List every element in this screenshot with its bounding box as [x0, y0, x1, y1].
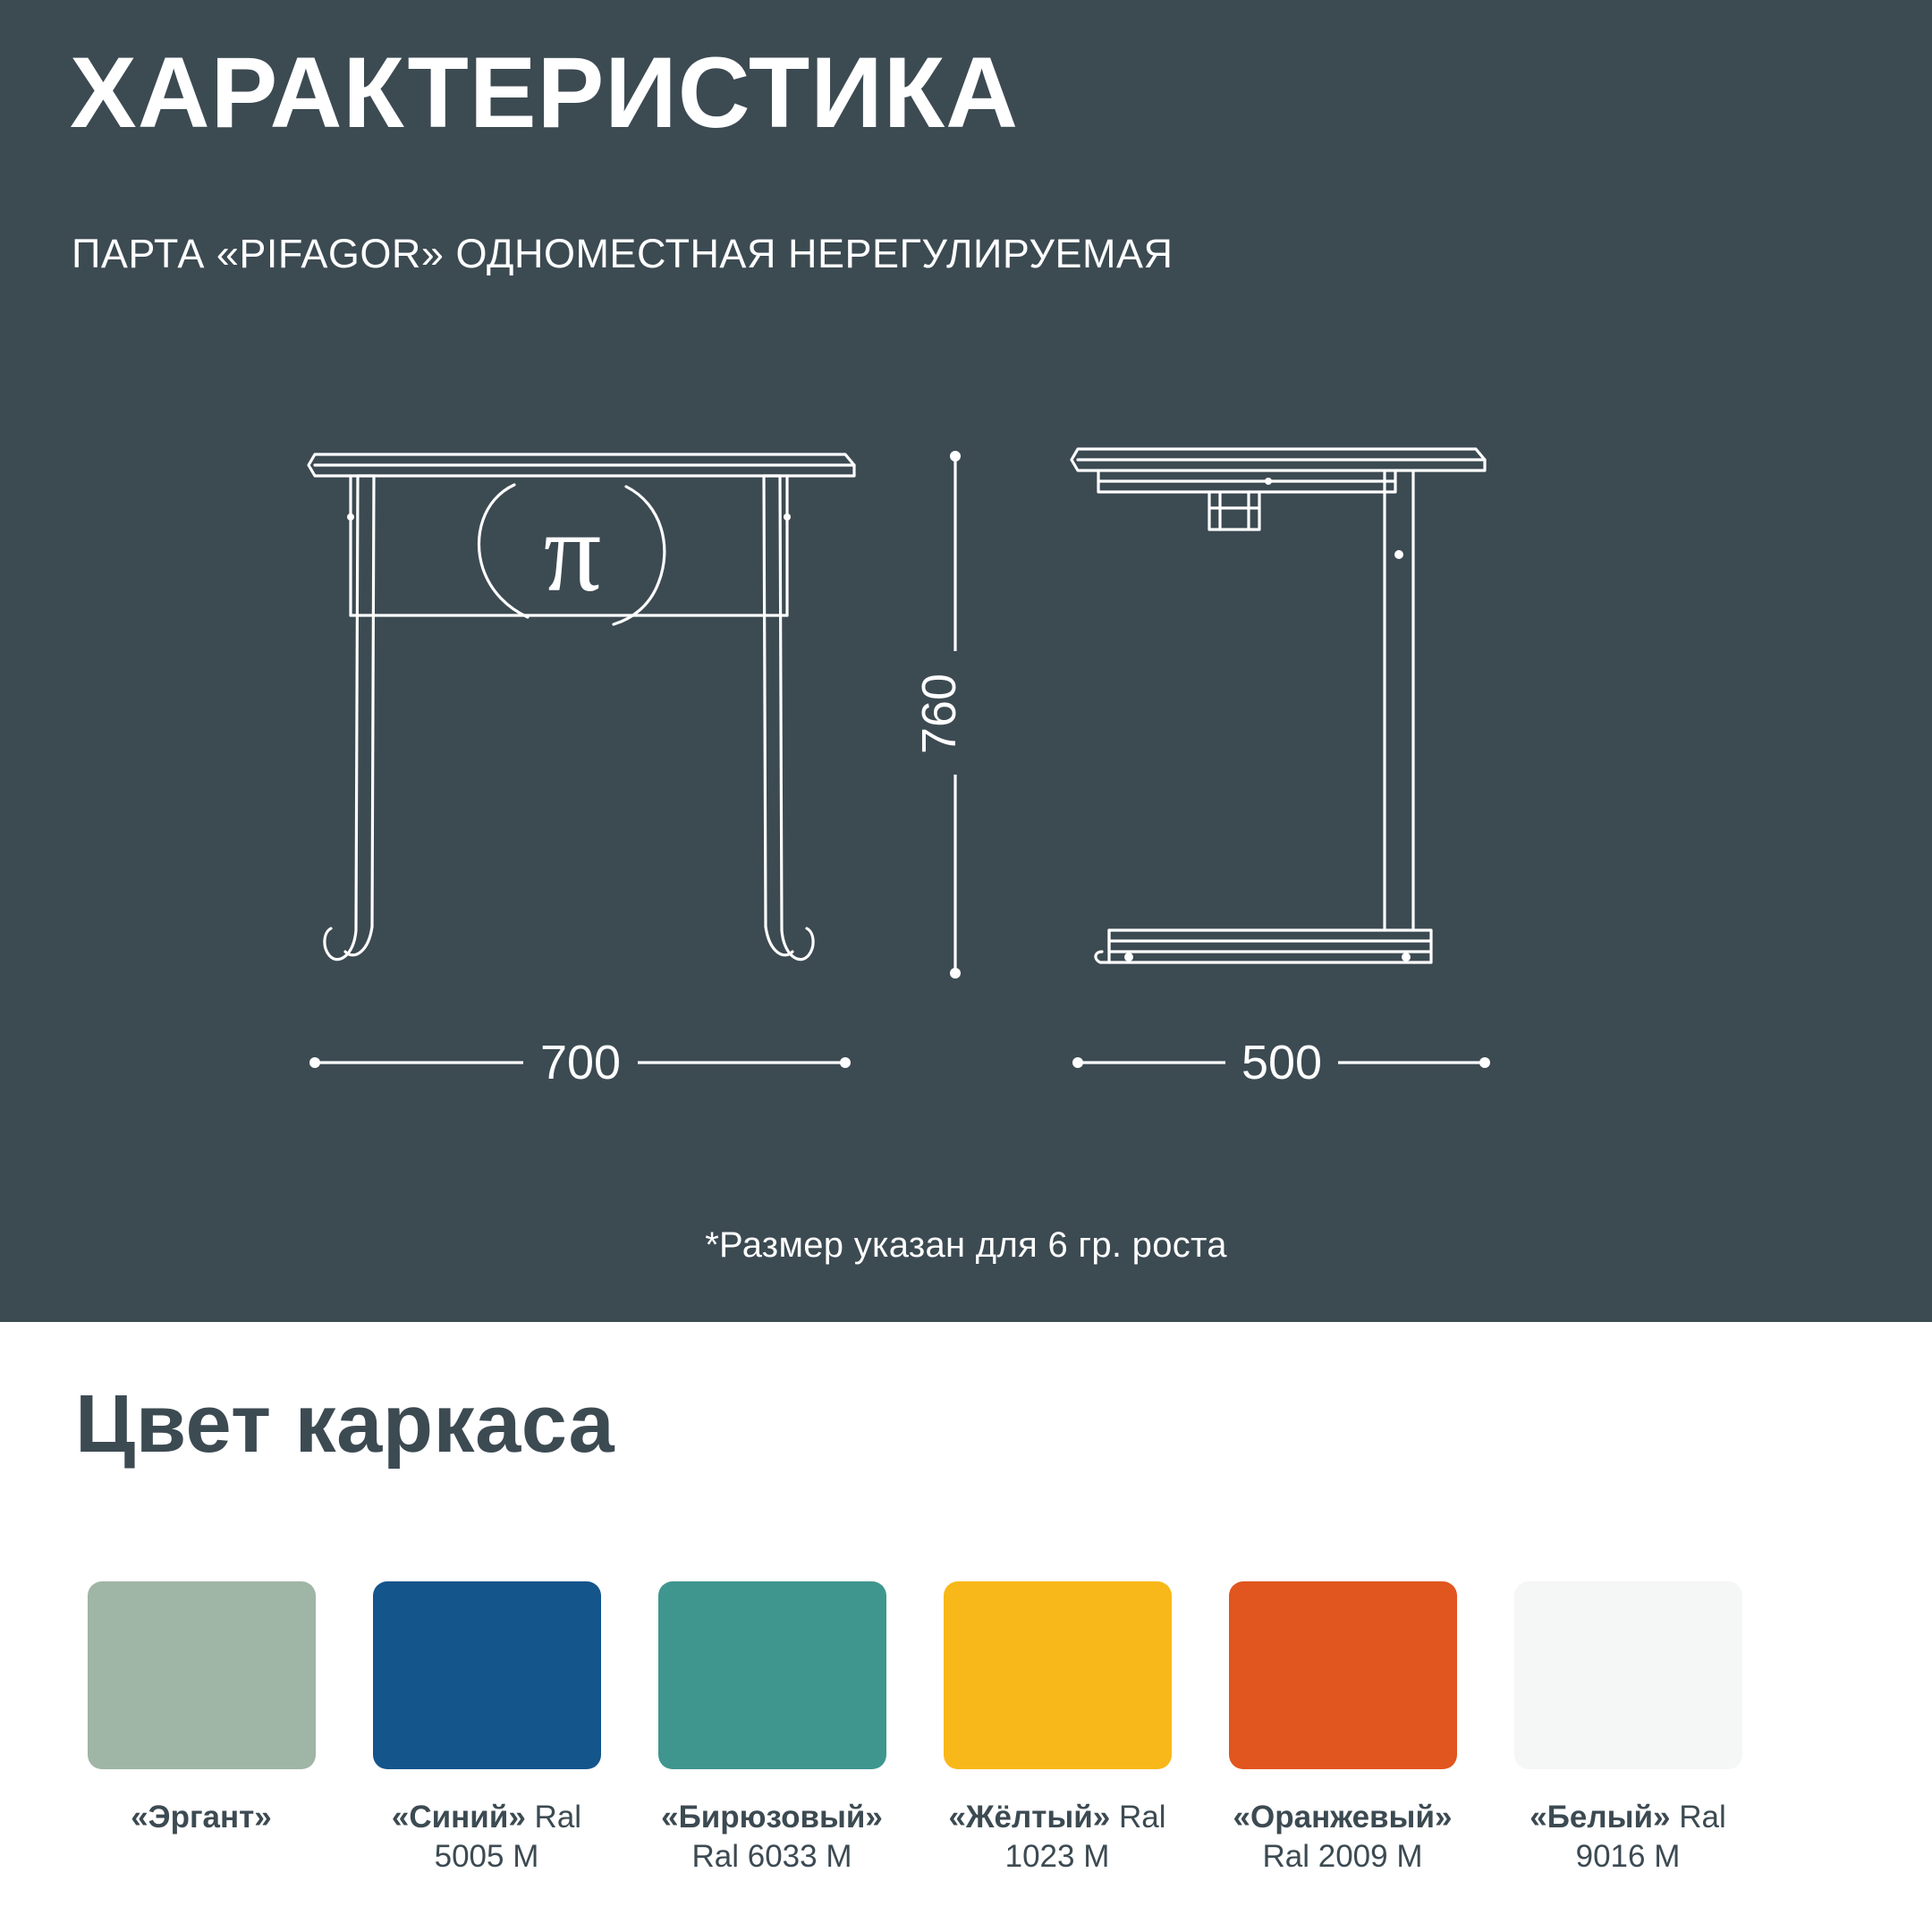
swatch-name-blue: «Синий»	[391, 1800, 526, 1835]
desk-dimension-drawing	[0, 394, 1932, 1181]
color-swatch-orange[interactable]	[1227, 1581, 1458, 1877]
dimension-height-label: 760	[912, 673, 966, 755]
swatch-chip-blue[interactable]	[373, 1581, 601, 1769]
swatch-name-ergant: «Эргант»	[131, 1800, 272, 1835]
swatch-label-ergant	[76, 1798, 326, 1837]
color-swatch-ergant[interactable]	[86, 1581, 317, 1877]
swatch-code-blue: Ral 5005 M	[434, 1800, 582, 1874]
swatch-code-white: Ral 9016 M	[1575, 1800, 1726, 1874]
product-subtitle: ПАРТА «PIFAGOR» ОДНОМЕСТНАЯ НЕРЕГУЛИРУЕМАЯ	[72, 231, 1174, 276]
swatch-chip-ergant[interactable]	[88, 1581, 316, 1769]
swatch-chip-orange[interactable]	[1229, 1581, 1457, 1769]
swatch-chip-turquoise[interactable]	[658, 1581, 886, 1769]
swatch-code-orange: Ral 2009 M	[1262, 1838, 1423, 1874]
swatch-code-turquoise: Ral 6033 M	[691, 1838, 852, 1874]
color-section-title: Цвет каркаса	[75, 1378, 615, 1470]
swatch-label-blue	[361, 1798, 612, 1877]
swatch-label-turquoise	[647, 1798, 897, 1877]
swatch-chip-yellow[interactable]	[944, 1581, 1172, 1769]
color-swatch-turquoise[interactable]	[657, 1581, 887, 1877]
technical-drawing	[0, 394, 1932, 1181]
color-swatch-white[interactable]	[1513, 1581, 1743, 1877]
svg-text:π: π	[543, 488, 602, 615]
size-note: *Размер указан для 6 гр. роста	[705, 1225, 1227, 1265]
swatch-name-orange: «Оранжевый»	[1233, 1800, 1453, 1835]
swatch-name-turquoise: «Бирюзовый»	[661, 1800, 883, 1835]
color-swatch-yellow[interactable]	[942, 1581, 1173, 1877]
swatch-name-yellow: «Жёлтый»	[948, 1800, 1111, 1835]
page-title: ХАРАКТЕРИСТИКА	[70, 37, 1020, 148]
swatch-label-orange	[1217, 1798, 1468, 1877]
frame-color-section	[0, 1322, 1932, 1932]
swatch-code-yellow: Ral 1023 M	[1004, 1800, 1166, 1874]
dimension-depth-label: 500	[1241, 1036, 1323, 1089]
swatch-label-yellow	[932, 1798, 1182, 1877]
swatch-label-white	[1503, 1798, 1753, 1877]
dimension-width-label: 700	[539, 1036, 622, 1089]
swatch-name-white: «Белый»	[1530, 1800, 1671, 1835]
color-swatch-blue[interactable]	[371, 1581, 602, 1877]
color-swatch-list	[86, 1581, 1866, 1877]
swatch-chip-white[interactable]	[1514, 1581, 1742, 1769]
